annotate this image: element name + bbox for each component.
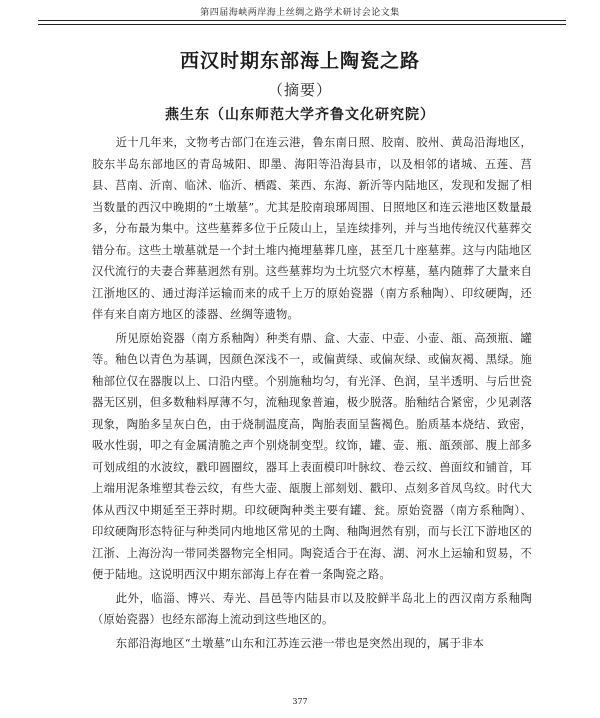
paragraph: 东部沿海地区“土墩墓”山东和江苏连云港一带也是突然出现的，属于非本 — [115, 636, 485, 650]
article-title: 西汉时期东部海上陶瓷之路 — [179, 50, 420, 72]
paragraph: 近十几年来，文物考古部门在连云港，鲁东南日照、胶南、胶州、黄岛沿海地区，胶东半岛东部地区的青岛城阳、即墨、海阳等沿海县市，以及相邻的诸城、五莲、莒县、莒南、沂南、临沭、临沂、栖霞、莱西、东海、新沂等内陆地区，发现和发掘了相当数量的西汉中晚期的“土墩墓”。尤其是胶南琅琊周围、日照地区和连云港地区数量最多，分布最为集中。这些墓葬多位于丘陵山上，呈连续排列，并与当地传统汉代墓葬交错分布。这些土墩墓就是一个封土堆内掩埋墓葬几座，甚至几十座墓葬。这与内陆地区汉代流行的夫妻合葬墓迥然有别。这些墓葬均为土坑竖穴木椁墓，墓内随葬了大量来自江浙地区的、通过海洋运输而来的成千上万的原始瓷器（南方系釉陶）、印纹硬陶，还伴有来自南方地区的漆器、丝绸等遗物。 — [92, 136, 532, 321]
paragraph: 所见原始瓷器（南方系釉陶）种类有鼎、盒、大壶、中壶、小壶、瓿、高颈瓶、罐等。釉色以青色为基调，因颜色深浅不一，或偏黄绿、或偏灰绿、或偏灰褐、黑绿。施釉部位仅在器腹以上、口沿内壁。个别施釉均匀，有光泽、色润，呈半透明、与后世瓷器无区别，但多数釉料厚薄不匀，流釉现象普遍，极少脱落。胎釉结合紧密，少见剥落现象，陶胎多呈灰白色，由于烧制温度高，陶胎表面呈酱褐色。胎质基本烧结、致密，吸水性弱，叩之有金属清脆之声个别烧制变型。纹饰，罐、壶、瓶、瓿颈部、腹上部多可划成组的水波纹，戳印圆圈纹，器耳上表面模印叶脉纹、卷云纹、兽面纹和铺首，耳上端用泥条堆塑其卷云纹，有些大壶、瓿腹上部刻划、戳印、点刻多首凤鸟纹。时代大体从西汉中期延至王莽时期。印纹硬陶种类主要有罐、瓮。原始瓷器（南方系釉陶）、印纹硬陶形态特征与种类同内地地区常见的土陶、釉陶迥然有别，而与长江下游地区的江浙、上海汾沟一带同类器物完全相同。陶瓷适合于在海、湖、河水上运输和贸易，不便于陆地。这说明西汉中期东部海上存在着一条陶瓷之路。 — [92, 331, 532, 581]
header-rule-bottom — [38, 24, 566, 25]
running-header: 第四届海峡两岸海上丝绸之路学术研讨会论文集 — [200, 8, 400, 18]
page-number: 377 — [292, 697, 308, 706]
author-affiliation: 燕生东（山东师范大学齐鲁文化研究院） — [165, 107, 435, 123]
abstract-label: （摘要） — [267, 81, 332, 99]
article-body — [92, 132, 532, 656]
header-rule-top — [38, 20, 566, 21]
paragraph: 此外，临淄、博兴、寿光、昌邑等内陆县市以及胶鲜半岛北上的西汉南方系釉陶（原始瓷器）也经东部海上流动到这些地区的。 — [92, 591, 532, 626]
